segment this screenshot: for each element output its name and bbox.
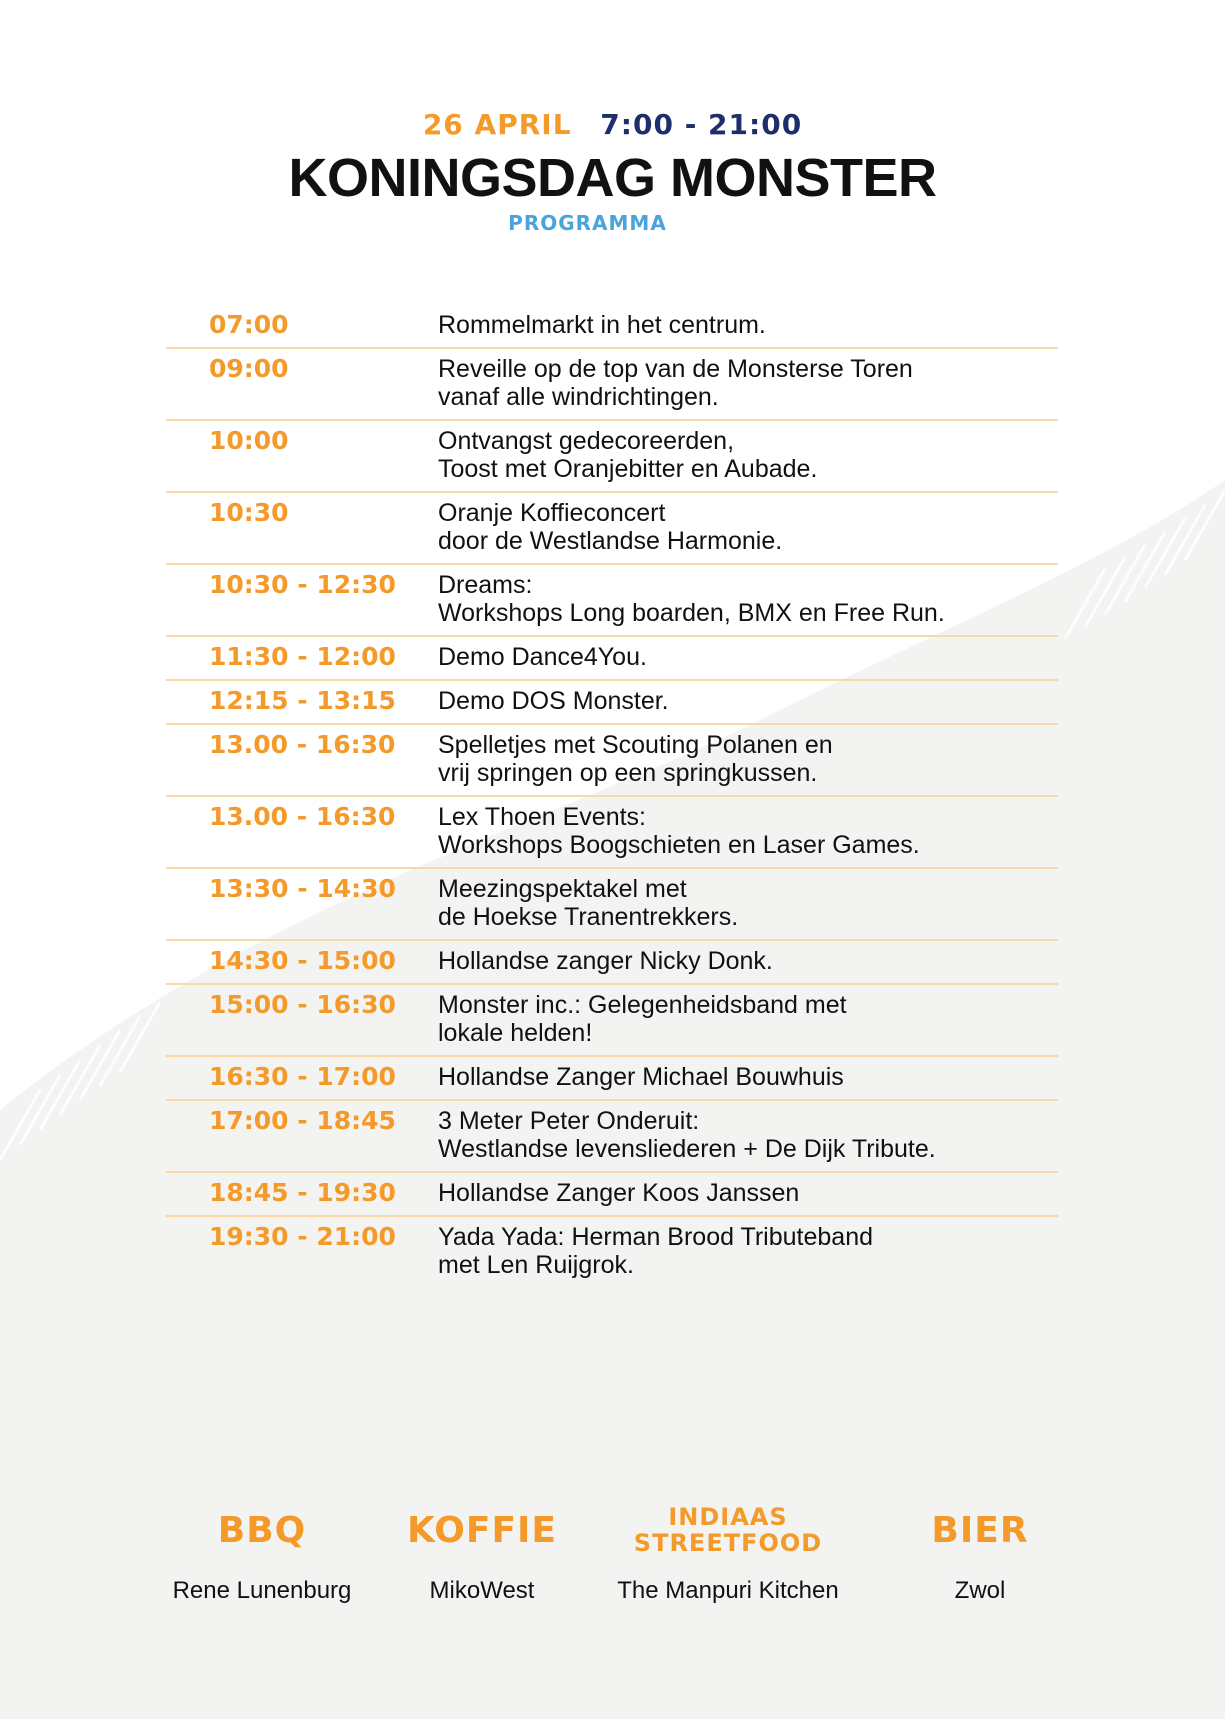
schedule-row xyxy=(166,681,1058,725)
schedule-description-line: Oranje Koffieconcert xyxy=(438,499,666,527)
date-line xyxy=(0,108,1225,141)
schedule-description-line: Westlandse levensliederen + De Dijk Tribute. xyxy=(438,1135,936,1163)
food-vendor-name: MikoWest xyxy=(429,1577,535,1604)
schedule-description xyxy=(438,803,1058,859)
schedule-description-line: Workshops Boogschieten en Laser Games. xyxy=(438,831,920,859)
event-time: 7:00 - 21:00 xyxy=(600,108,803,141)
schedule-row xyxy=(166,637,1058,681)
schedule-description xyxy=(438,311,1058,339)
schedule-row xyxy=(166,1173,1058,1217)
schedule-description xyxy=(438,991,1058,1047)
schedule-description-line: Demo DOS Monster. xyxy=(438,687,669,715)
food-category xyxy=(598,1495,858,1565)
schedule-row xyxy=(166,985,1058,1057)
schedule-description-line: lokale helden! xyxy=(438,1019,593,1047)
schedule-description-line: Toost met Oranjebitter en Aubade. xyxy=(438,455,818,483)
schedule-time: 13:30 - 14:30 xyxy=(209,874,396,903)
schedule-time: 17:00 - 18:45 xyxy=(209,1106,396,1135)
schedule-time: 14:30 - 15:00 xyxy=(209,946,396,975)
schedule-description xyxy=(438,687,1058,715)
schedule-description xyxy=(438,731,1058,787)
schedule-description-line: Spelletjes met Scouting Polanen en xyxy=(438,731,833,759)
schedule-row xyxy=(166,421,1058,493)
food-vendor-name: Rene Lunenburg xyxy=(172,1577,352,1604)
page-title: KONINGSDAG MONSTER xyxy=(288,148,937,208)
event-date: 26 APRIL xyxy=(422,108,572,141)
schedule-row xyxy=(166,493,1058,565)
schedule-description-line: Monster inc.: Gelegenheidsband met xyxy=(438,991,847,1019)
schedule-row xyxy=(166,349,1058,421)
schedule-description-line: door de Westlandse Harmonie. xyxy=(438,527,783,555)
food-vendor xyxy=(598,1495,858,1605)
schedule-row xyxy=(166,1101,1058,1173)
food-category-line: BIER xyxy=(931,1509,1029,1551)
schedule-description xyxy=(438,947,1058,975)
header xyxy=(0,108,1225,235)
schedule-description-line: Demo Dance4You. xyxy=(438,643,647,671)
schedule-description-line: Lex Thoen Events: xyxy=(438,803,647,831)
schedule-row xyxy=(166,1217,1058,1287)
schedule-description-line: Dreams: xyxy=(438,571,533,599)
schedule-time: 07:00 xyxy=(209,310,289,339)
schedule-row xyxy=(166,1057,1058,1101)
schedule-description-line: vrij springen op een springkussen. xyxy=(438,759,818,787)
page-subtitle: PROGRAMMA xyxy=(508,211,667,235)
schedule-description-line: Meezingspektakel met xyxy=(438,875,687,903)
food-vendors xyxy=(0,1495,1225,1615)
food-category xyxy=(850,1495,1110,1565)
schedule-time: 13.00 - 16:30 xyxy=(209,730,396,759)
schedule-description-line: Yada Yada: Herman Brood Tributeband xyxy=(438,1223,874,1251)
food-vendor-name: The Manpuri Kitchen xyxy=(617,1577,839,1604)
schedule-description-line: 3 Meter Peter Onderuit: xyxy=(438,1107,700,1135)
schedule-description xyxy=(438,875,1058,931)
schedule-description xyxy=(438,1223,1058,1279)
schedule-time: 19:30 - 21:00 xyxy=(209,1222,396,1251)
schedule-row xyxy=(166,725,1058,797)
schedule-time: 10:30 xyxy=(209,498,289,527)
schedule-description-line: Hollandse zanger Nicky Donk. xyxy=(438,947,773,975)
schedule-description-line: Hollandse Zanger Koos Janssen xyxy=(438,1179,800,1207)
schedule-description xyxy=(438,355,1058,411)
schedule-row xyxy=(166,941,1058,985)
food-category-line: STREETFOOD xyxy=(633,1529,823,1557)
schedule-description xyxy=(438,427,1058,483)
schedule-time: 10:00 xyxy=(209,426,289,455)
schedule-list xyxy=(166,305,1058,1287)
schedule-description xyxy=(438,643,1058,671)
schedule-description xyxy=(438,1063,1058,1091)
schedule-description-line: Rommelmarkt in het centrum. xyxy=(438,311,766,339)
food-vendor xyxy=(850,1495,1110,1605)
food-category xyxy=(352,1495,612,1565)
schedule-time: 12:15 - 13:15 xyxy=(209,686,396,715)
schedule-row xyxy=(166,797,1058,869)
schedule-row xyxy=(166,869,1058,941)
schedule-description-line: Workshops Long boarden, BMX en Free Run. xyxy=(438,599,945,627)
schedule-time: 13.00 - 16:30 xyxy=(209,802,396,831)
schedule-description-line: Hollandse Zanger Michael Bouwhuis xyxy=(438,1063,844,1091)
schedule-description xyxy=(438,571,1058,627)
schedule-description-line: Reveille op de top van de Monsterse Toren xyxy=(438,355,913,383)
schedule-time: 09:00 xyxy=(209,354,289,383)
schedule-description-line: Ontvangst gedecoreerden, xyxy=(438,427,735,455)
food-category-line: KOFFIE xyxy=(406,1509,558,1551)
schedule-description-line: vanaf alle windrichtingen. xyxy=(438,383,719,411)
schedule-time: 11:30 - 12:00 xyxy=(209,642,396,671)
schedule-description xyxy=(438,1107,1058,1163)
schedule-description-line: met Len Ruijgrok. xyxy=(438,1251,634,1279)
schedule-row xyxy=(166,565,1058,637)
schedule-time: 10:30 - 12:30 xyxy=(209,570,396,599)
food-category-line: INDIAAS xyxy=(668,1503,788,1531)
schedule-row xyxy=(166,305,1058,349)
food-vendor-name: Zwol xyxy=(954,1577,1006,1604)
food-category-line: BBQ xyxy=(217,1509,307,1551)
food-vendor xyxy=(352,1495,612,1605)
schedule-description xyxy=(438,1179,1058,1207)
schedule-time: 18:45 - 19:30 xyxy=(209,1178,396,1207)
schedule-time: 16:30 - 17:00 xyxy=(209,1062,396,1091)
schedule-time: 15:00 - 16:30 xyxy=(209,990,396,1019)
schedule-description-line: de Hoekse Tranentrekkers. xyxy=(438,903,739,931)
schedule-description xyxy=(438,499,1058,555)
